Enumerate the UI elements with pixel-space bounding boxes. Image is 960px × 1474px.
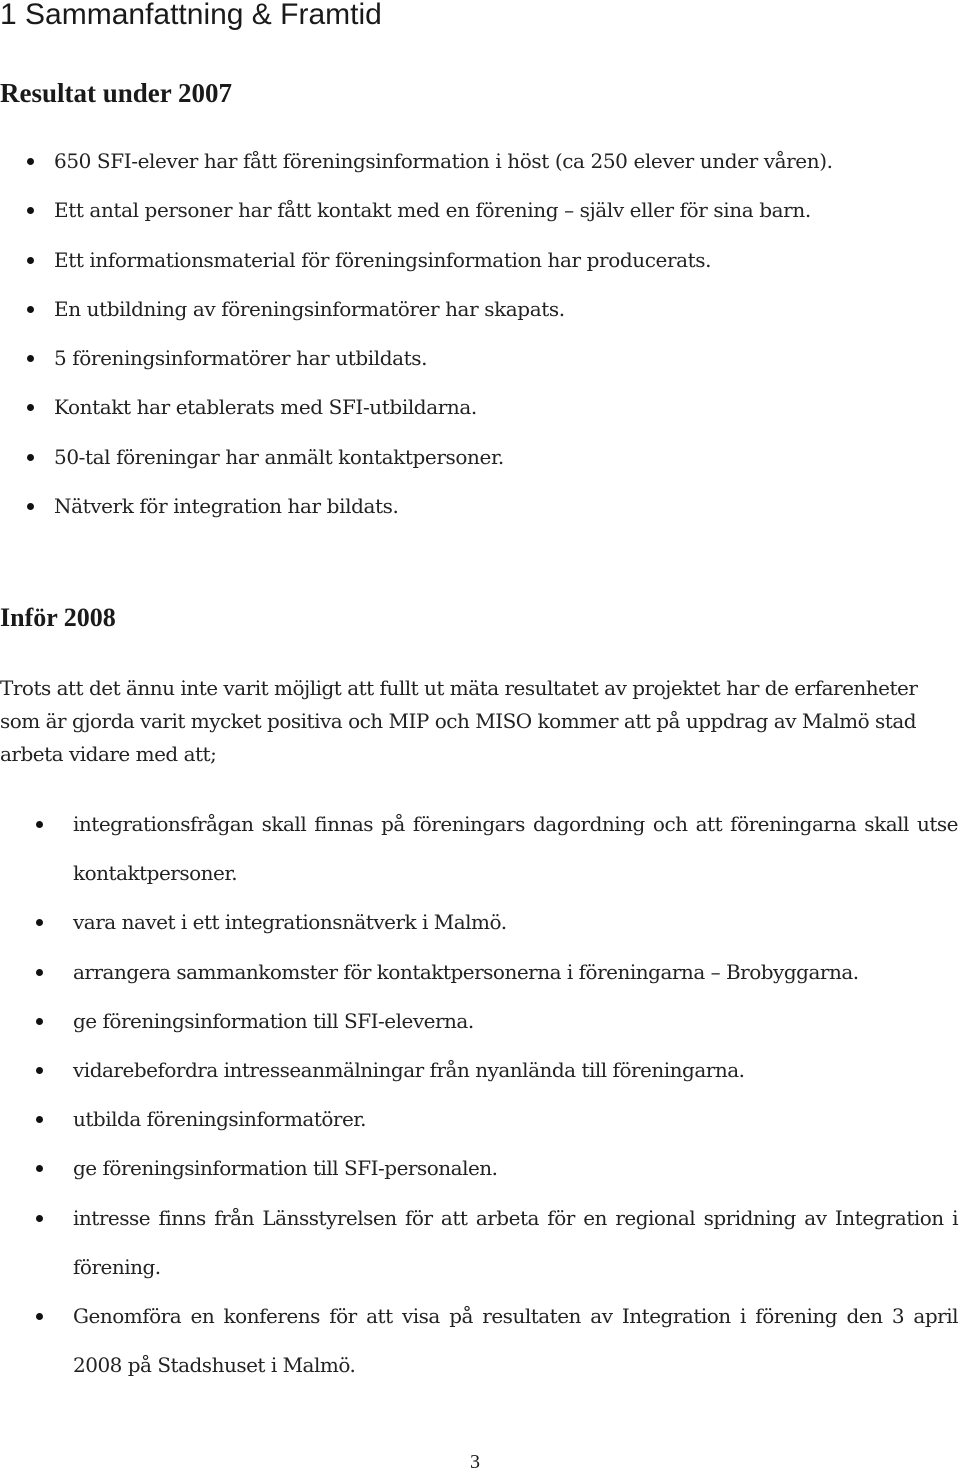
future-list xyxy=(0,800,960,1390)
list-item xyxy=(0,800,960,898)
list-item-text: 5 föreningsinformatörer har utbildats. xyxy=(54,346,428,371)
list-item xyxy=(0,1194,960,1292)
list-item xyxy=(0,1144,960,1193)
list-item-text: En utbildning av föreningsinformatörer har skapats. xyxy=(54,296,565,321)
list-item-text: utbilda föreningsinformatörer. xyxy=(73,1107,367,1132)
bullet-icon xyxy=(27,503,34,510)
list-item xyxy=(0,898,960,947)
bullet-icon xyxy=(27,404,34,411)
bullet-icon xyxy=(36,1165,43,1172)
page-heading: 1 Sammanfattning & Framtid xyxy=(0,0,382,31)
bullet-icon xyxy=(36,1116,43,1123)
list-item-text: vara navet i ett integrationsnätverk i Malmö. xyxy=(73,910,507,935)
list-item xyxy=(0,291,960,340)
list-item-text: Ett antal personer har fått kontakt med en förening – själv eller för sina barn. xyxy=(54,198,811,223)
list-item xyxy=(0,1292,960,1390)
list-item-text: integrationsfrågan skall finnas på föreningars dagordning och att föreningarna skall utse kontaktpersoner. xyxy=(73,812,958,886)
list-item xyxy=(0,439,960,488)
bullet-icon xyxy=(27,207,34,214)
list-item-text: 650 SFI-elever har fått föreningsinformation i höst (ca 250 elever under våren). xyxy=(54,149,833,173)
list-item xyxy=(0,389,960,438)
bullet-icon xyxy=(27,257,34,264)
bullet-icon xyxy=(36,821,43,828)
bullet-icon xyxy=(36,969,43,976)
list-item-text: vidarebefordra intresseanmälningar från nyanlända till föreningarna. xyxy=(73,1058,745,1083)
bullet-icon xyxy=(27,355,34,362)
bullet-icon xyxy=(27,158,34,165)
list-item xyxy=(0,488,960,537)
results-heading: Resultat under 2007 xyxy=(0,78,233,108)
list-item xyxy=(0,242,960,291)
list-item xyxy=(0,192,960,241)
list-item xyxy=(0,948,960,997)
list-item xyxy=(0,1046,960,1095)
results-list xyxy=(0,143,960,537)
bullet-icon xyxy=(36,1067,43,1074)
list-item-text: intresse finns från Länsstyrelsen för att arbeta för en regional spridning av Integration i förening. xyxy=(73,1205,958,1279)
list-item xyxy=(0,143,960,192)
list-item xyxy=(0,340,960,389)
list-item-text: Ett informationsmaterial för föreningsinformation har producerats. xyxy=(54,247,712,272)
bullet-icon xyxy=(27,306,34,313)
list-item-text: arrangera sammankomster för kontaktpersonerna i föreningarna – Brobyggarna. xyxy=(73,959,859,984)
list-item-text: Nätverk för integration har bildats. xyxy=(54,494,399,519)
list-item-text: Kontakt har etablerats med SFI-utbildarna. xyxy=(54,395,477,420)
bullet-icon xyxy=(36,1313,43,1320)
future-intro-paragraph: Trots att det ännu inte varit möjligt att fullt ut mäta resultatet av projektet har de erfarenheter som är gjorda varit mycket positiva och MIP och MISO kommer att på uppdrag av Malmö stad arbeta vidare med att; xyxy=(0,676,918,766)
bullet-icon xyxy=(36,1018,43,1025)
list-item-text: ge föreningsinformation till SFI-eleverna. xyxy=(73,1008,474,1033)
list-item xyxy=(0,1095,960,1144)
list-item-text: 50-tal föreningar har anmält kontaktpersoner. xyxy=(54,444,504,469)
bullet-icon xyxy=(36,919,43,926)
list-item-text: ge föreningsinformation till SFI-personalen. xyxy=(73,1156,498,1181)
future-heading: Inför 2008 xyxy=(0,603,116,632)
page-number: 3 xyxy=(470,1451,480,1473)
bullet-icon xyxy=(27,454,34,461)
list-item xyxy=(0,997,960,1046)
list-item-text: Genomföra en konferens för att visa på resultaten av Integration i förening den 3 april 2008 på Stadshuset i Malmö. xyxy=(73,1304,958,1378)
bullet-icon xyxy=(36,1215,43,1222)
